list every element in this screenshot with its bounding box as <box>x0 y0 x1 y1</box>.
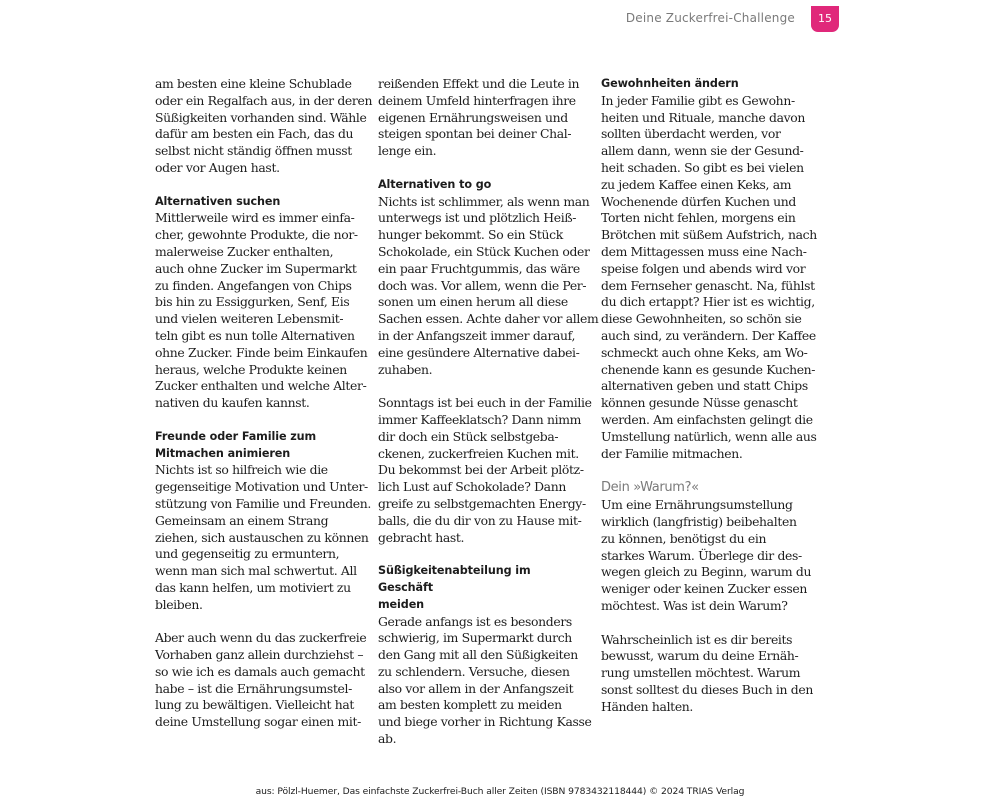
subheading: Alternativen to go <box>378 177 492 191</box>
text-line: also vor allem in der Anfangszeit <box>378 680 574 696</box>
text-line: bleiben. <box>155 596 203 612</box>
text-line: werden. Am einfachsten gelingt die <box>601 411 813 427</box>
paragraph <box>155 76 373 177</box>
text-line: In jeder Familie gibt es Gewohn- <box>601 92 795 108</box>
text-line: zu schlendern. Versuche, diesen <box>378 663 570 679</box>
text-line: oder ein Regalfach aus, in der deren <box>155 92 373 108</box>
text-line: bewusst, warum du deine Ernäh- <box>601 648 799 664</box>
source-citation: aus: Pölzl-Huemer, Das einfachste Zuckerfrei-Buch aller Zeiten (ISBN 9783432118444) © 2024 TRIAS Verlag <box>255 786 745 797</box>
text-line: dem Mittagessen muss eine Nach- <box>601 243 807 259</box>
paragraph <box>378 395 592 546</box>
text-line: Mittlerweile wird es immer einfa- <box>155 210 355 226</box>
text-line: dafür am besten ein Fach, das du <box>155 126 354 142</box>
paragraph-lines <box>155 462 372 613</box>
paragraph-lines <box>378 76 578 160</box>
text-line: können gesunde Nüsse genascht <box>601 395 798 411</box>
subheading-continued: Mitmachen animieren <box>155 446 291 460</box>
text-line: deine Umstellung sogar einen mit- <box>155 714 361 730</box>
text-line: wenn man sich mal schwertut. All <box>155 563 357 579</box>
text-line: reißenden Effekt und die Leute in <box>378 76 580 91</box>
text-line: alternativen geben und statt Chips <box>601 378 808 394</box>
paragraph-lines <box>378 395 592 546</box>
text-line: Gemeinsam an einem Strang <box>155 512 329 528</box>
paragraph-lines <box>601 92 817 463</box>
paragraph-lines <box>601 497 812 615</box>
text-line: heiten und Rituale, manche davon <box>601 109 806 125</box>
text-line: ckenen, zuckerfreien Kuchen mit. <box>378 445 579 461</box>
paragraph-lines <box>378 193 599 379</box>
text-line: Händen halten. <box>601 698 694 714</box>
text-line: wegen gleich zu Beginn, warum du <box>601 564 812 580</box>
paragraph-lines <box>155 210 368 412</box>
text-line: Gerade anfangs ist es besonders <box>378 613 572 629</box>
text-line: gegenseitige Motivation und Unter- <box>155 479 368 495</box>
page-number-badge: 15 <box>811 6 839 32</box>
text-line: Aber auch wenn du das zuckerfreie <box>155 630 367 646</box>
text-line: gebracht hast. <box>378 529 465 545</box>
text-line: balls, die du dir von zu Hause mit- <box>378 512 582 528</box>
text-line: Du bekommst bei der Arbeit plötz- <box>378 462 584 478</box>
text-line: selbst nicht ständig öffnen musst <box>155 143 352 159</box>
paragraph-lines <box>378 613 592 748</box>
section-heading: Dein »Warum?« <box>601 480 699 496</box>
text-line: und gegenseitig zu ermuntern, <box>155 546 340 562</box>
paragraph <box>601 497 812 615</box>
subheading-continued: meiden <box>378 597 425 611</box>
text-line: diese Gewohnheiten, so schön sie <box>601 311 802 327</box>
text-line: Schokolade, ein Stück Kuchen oder <box>378 243 590 259</box>
text-line: oder vor Augen hast. <box>155 159 280 175</box>
text-line: cher, gewohnte Produkte, die nor- <box>155 227 358 243</box>
paragraph <box>378 76 578 160</box>
text-line: ohne Zucker. Finde beim Einkaufen <box>155 344 368 360</box>
text-line: Wahrscheinlich ist es dir bereits <box>601 631 793 647</box>
text-line: am besten eine kleine Schublade <box>155 76 352 91</box>
text-line: am besten komplett zu meiden <box>378 697 562 713</box>
text-line: teln gibt es nun tolle Alternativen <box>155 327 355 343</box>
text-line: unterwegs ist und plötzlich Heiß- <box>378 210 577 226</box>
text-line: eigenen Ernährungsweisen und <box>378 109 568 125</box>
text-line: bis hin zu Essiggurken, Senf, Eis <box>155 294 350 310</box>
text-column-3 <box>601 76 817 732</box>
text-line: starkes Warum. Überlege dir des- <box>601 547 802 563</box>
paragraph <box>378 177 599 379</box>
text-line: das kann helfen, um motiviert zu <box>155 579 351 595</box>
text-line: Sachen essen. Achte daher vor allem <box>378 311 599 327</box>
text-line: so wie ich es damals auch gemacht <box>155 663 365 679</box>
text-line: den Gang mit all den Süßigkeiten <box>378 647 578 663</box>
paragraph-lines <box>155 76 373 177</box>
text-line: und vielen weiteren Lebensmit- <box>155 311 344 327</box>
text-line: schmeckt auch ohne Keks, am Wo- <box>601 344 808 360</box>
text-line: und biege vorher in Richtung Kasse <box>378 714 592 730</box>
text-line: heraus, welche Produkte keinen <box>155 361 347 377</box>
text-line: Vorhaben ganz allein durchziehst – <box>155 647 364 663</box>
text-line: zu jedem Kaffee einen Keks, am <box>601 176 792 192</box>
text-line: allem dann, wenn sie der Gesund- <box>601 143 804 159</box>
text-line: heit schaden. So gibt es bei vielen <box>601 159 804 175</box>
text-line: Brötchen mit süßem Aufstrich, nach <box>601 227 817 243</box>
text-line: habe – ist die Ernährungsumstel- <box>155 680 352 696</box>
text-line: zuhaben. <box>378 361 433 377</box>
text-line: zu finden. Angefangen von Chips <box>155 277 352 293</box>
subheading: Gewohnheiten ändern <box>601 77 739 90</box>
text-line: Nichts ist so hilfreich wie die <box>155 462 328 478</box>
subheading: Süßigkeitenabteilung im Geschäft <box>378 564 531 594</box>
text-line: Umstellung natürlich, wenn alle aus <box>601 428 817 444</box>
paragraph-lines <box>155 630 367 731</box>
text-line: der Familie mitmachen. <box>601 445 743 461</box>
text-line: sonen um einen herum all diese <box>378 294 568 310</box>
text-line: nativen du kaufen kannst. <box>155 395 310 411</box>
text-line: ab. <box>378 731 397 747</box>
text-line: Zucker enthalten und welche Alter- <box>155 378 367 394</box>
text-line: doch was. Vor allem, wenn die Per- <box>378 277 587 293</box>
text-line: immer Kaffeeklatsch? Dann nimm <box>378 411 581 427</box>
paragraph <box>155 429 372 614</box>
text-line: wirklich (langfristig) beibehalten <box>601 513 797 529</box>
text-line: weniger oder keinen Zucker essen <box>601 581 808 597</box>
text-line: in der Anfangszeit immer darauf, <box>378 327 576 343</box>
text-line: speise folgen und abends wird vor <box>601 260 806 276</box>
text-line: Sonntags ist bei euch in der Familie <box>378 395 592 411</box>
text-line: lung zu bewältigen. Vielleicht hat <box>155 697 355 713</box>
text-line: sonst solltest du dieses Buch in den <box>601 681 813 697</box>
paragraph-lines <box>601 631 813 716</box>
text-line: dir doch ein Stück selbstgeba- <box>378 428 559 444</box>
text-line: hunger bekommt. So ein Stück <box>378 227 563 243</box>
text-line: zu können, benötigst du ein <box>601 530 767 546</box>
text-line: schwierig, im Supermarkt durch <box>378 630 572 646</box>
subheading: Freunde oder Familie zum <box>155 429 317 443</box>
paragraph <box>601 631 813 716</box>
text-column-2 <box>378 76 599 765</box>
text-line: möchtest. Was ist dein Warum? <box>601 597 788 613</box>
text-line: Um eine Ernährungsumstellung <box>601 497 793 513</box>
text-line: Wochenende dürfen Kuchen und <box>601 193 797 209</box>
text-line: ziehen, sich austauschen zu können <box>155 529 369 545</box>
text-line: rung umstellen möchtest. Warum <box>601 665 801 681</box>
text-line: deinem Umfeld hinterfragen ihre <box>378 92 576 108</box>
text-line: auch sind, zu verändern. Der Kaffee <box>601 327 816 343</box>
text-line: lich Lust auf Schokolade? Dann <box>378 479 566 495</box>
subheading: Alternativen suchen <box>155 194 281 208</box>
text-line: stützung von Familie und Freunden. <box>155 495 372 511</box>
paragraph <box>155 630 367 731</box>
paragraph <box>155 194 368 412</box>
text-line: auch ohne Zucker im Supermarkt <box>155 260 357 276</box>
text-line: du dich ertappt? Hier ist es wichtig, <box>601 294 815 310</box>
text-column-1 <box>155 76 373 748</box>
text-line: ein paar Fruchtgummis, das wäre <box>378 260 580 276</box>
text-line: Nichts ist schlimmer, als wenn man <box>378 193 590 209</box>
text-line: steigen spontan bei deiner Chal- <box>378 126 572 142</box>
text-line: chenende kann es gesunde Kuchen- <box>601 361 816 377</box>
paragraph <box>601 76 817 462</box>
text-line: sollten überdacht werden, vor <box>601 126 781 142</box>
text-line: Süßigkeiten vorhanden sind. Wähle <box>155 109 367 125</box>
text-line: eine gesündere Alternative dabei- <box>378 344 580 360</box>
text-line: dem Fernseher genascht. Na, fühlst <box>601 277 815 293</box>
paragraph <box>378 563 592 748</box>
text-line: greife zu selbstgemachten Energy- <box>378 495 586 511</box>
text-line: Torten nicht fehlen, morgens ein <box>601 210 796 226</box>
text-line: lenge ein. <box>378 143 437 159</box>
text-line: malerweise Zucker enthalten, <box>155 243 334 259</box>
running-head-title: Deine Zuckerfrei-Challenge <box>625 11 795 25</box>
